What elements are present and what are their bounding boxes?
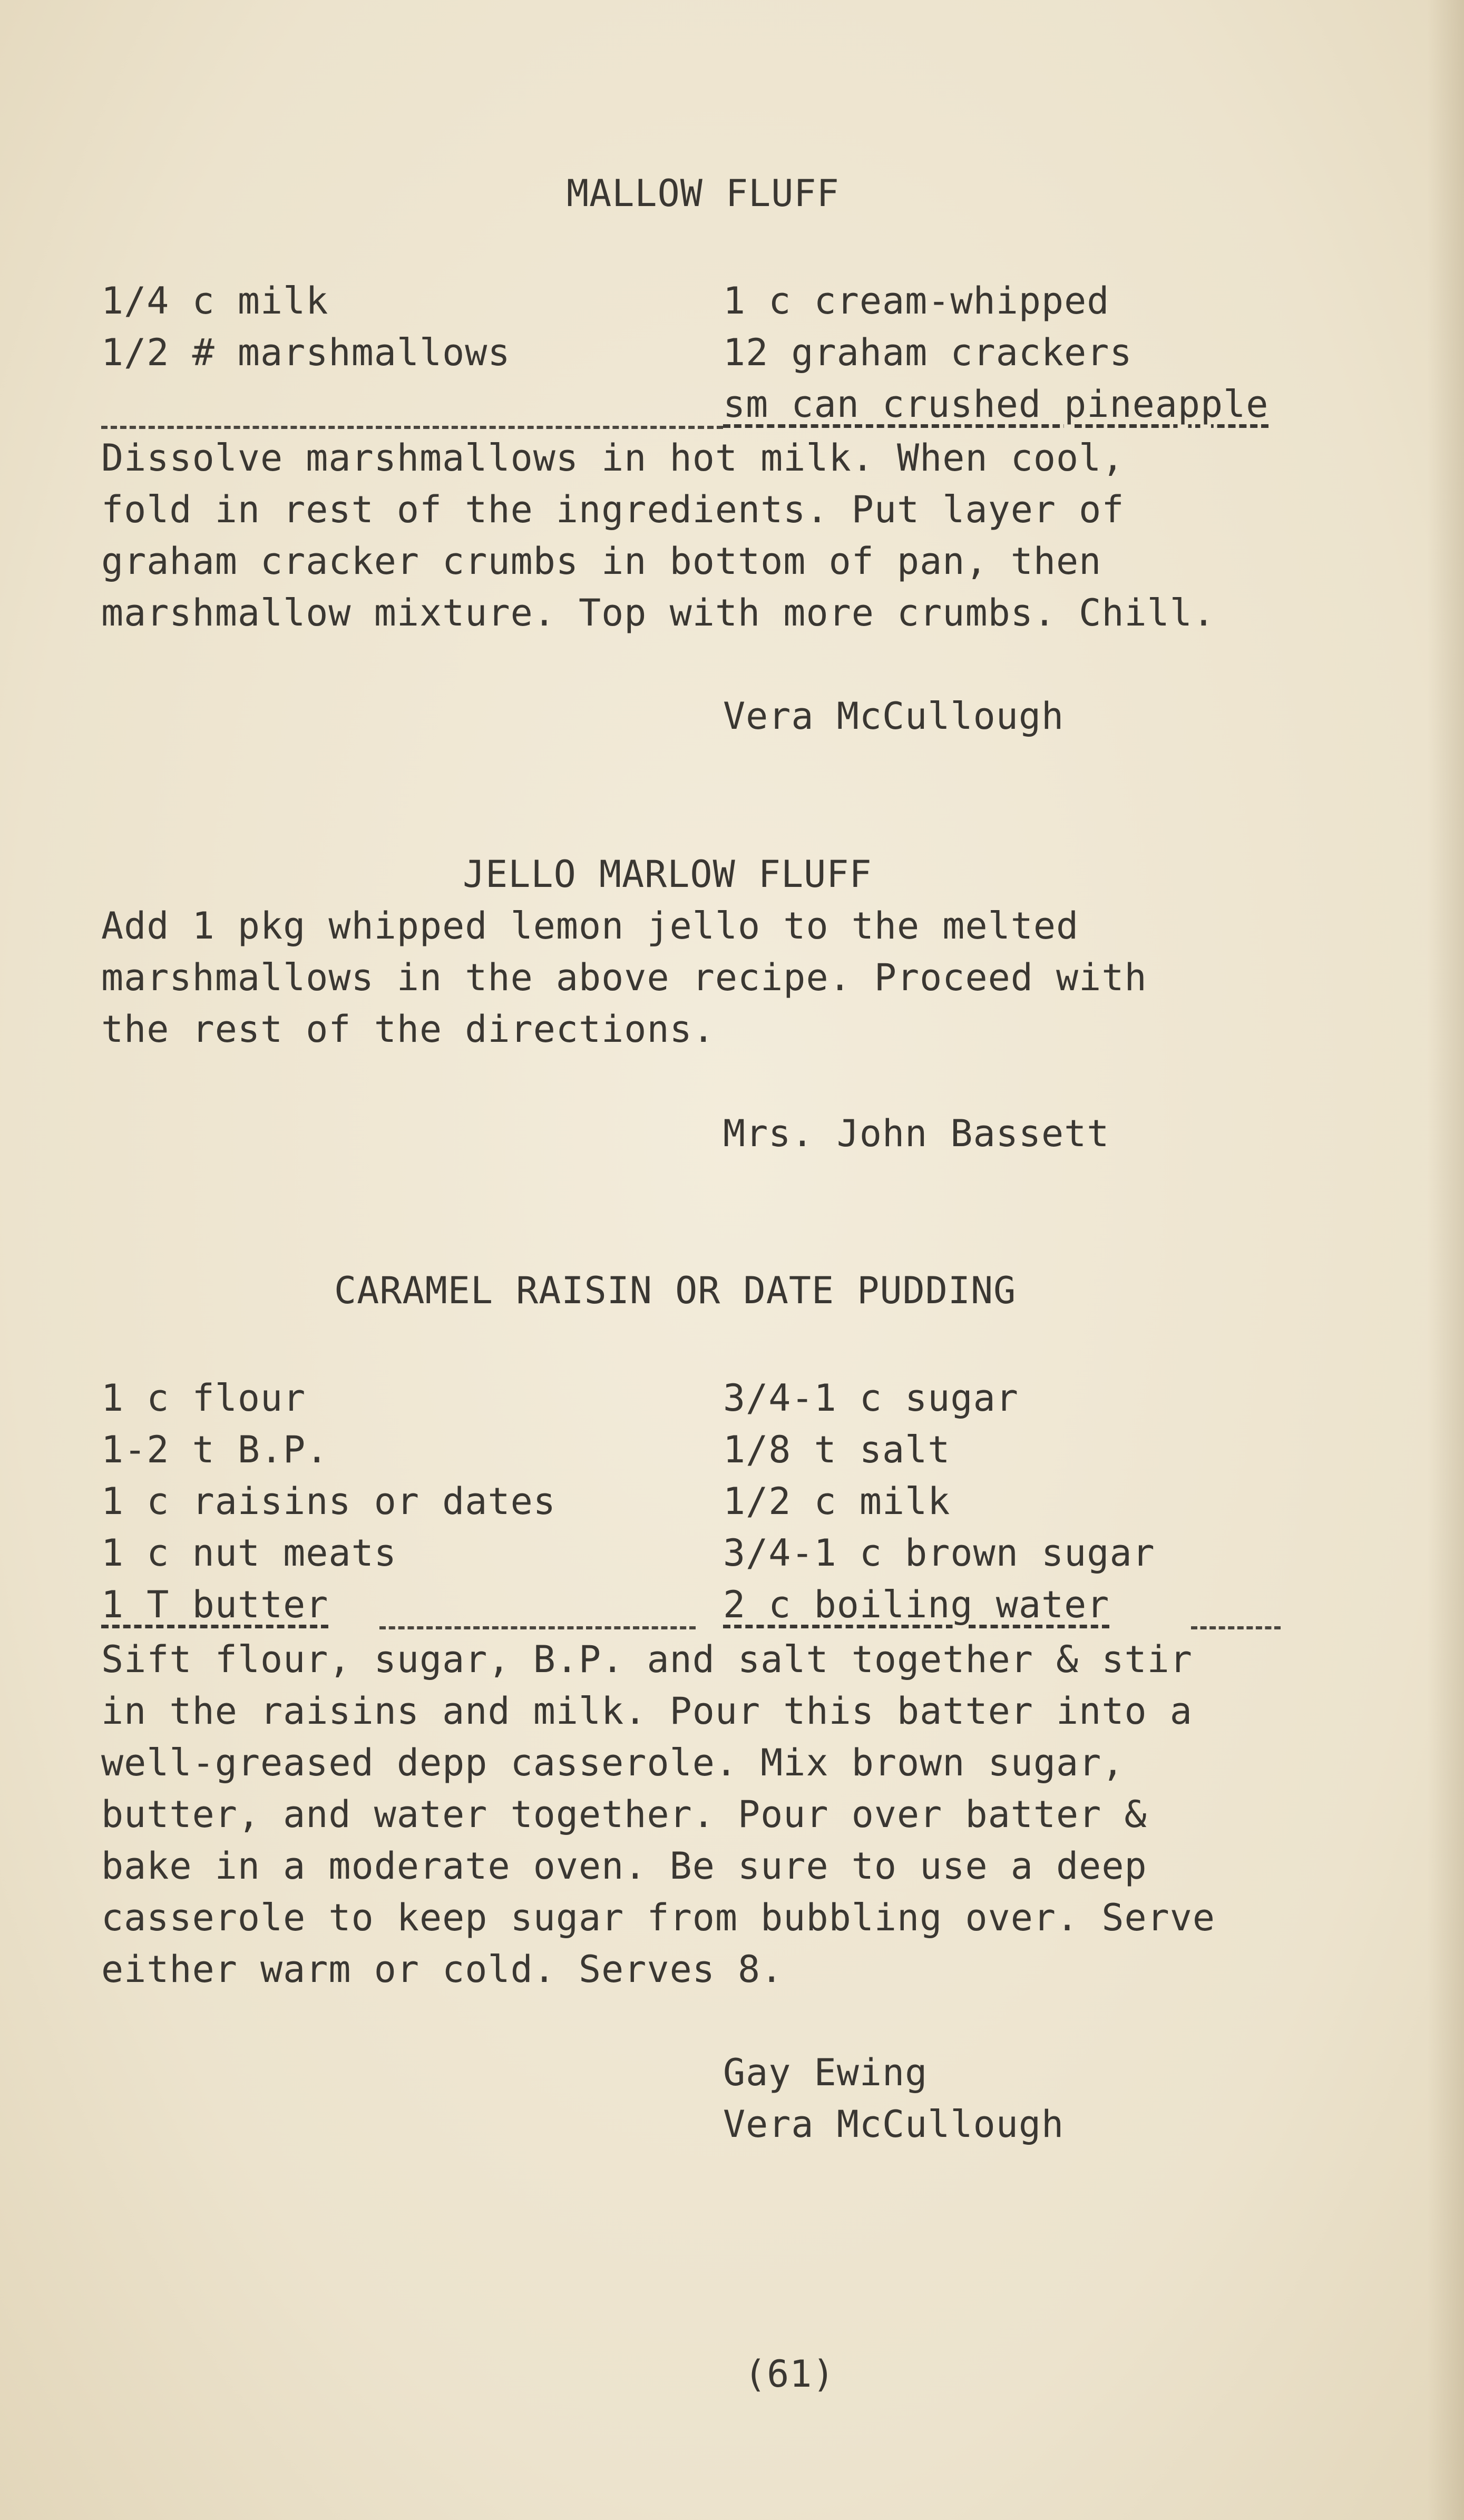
ingredient: 1/2 c milk xyxy=(723,1480,951,1523)
direction-line: marshmallow mixture. Top with more crumbs. Chill. xyxy=(101,591,1216,634)
dashed-rule xyxy=(101,426,723,429)
ingredient: sm can crushed pineapple xyxy=(723,383,1269,426)
ingredient: 2 c boiling water xyxy=(723,1583,1110,1626)
ingredient: 3/4-1 c brown sugar xyxy=(723,1531,1155,1575)
ingredient: 1/2 # marshmallows xyxy=(101,331,511,374)
ingredient: 1 c nut meats xyxy=(101,1531,397,1575)
dashed-rule xyxy=(379,1626,696,1629)
recipe-title: JELLO MARLOW FLUFF xyxy=(463,853,872,896)
page-number: (61) xyxy=(744,2352,835,2396)
direction-line: in the raisins and milk. Pour this batter into a xyxy=(101,1689,1193,1733)
ingredient: 1/4 c milk xyxy=(101,279,329,323)
ingredient: 12 graham crackers xyxy=(723,331,1133,374)
direction-line: either warm or cold. Serves 8. xyxy=(101,1948,784,1991)
contributor: Vera McCullough xyxy=(723,695,1065,738)
ingredient: 1 T butter xyxy=(101,1583,329,1626)
ingredient: 1 c raisins or dates xyxy=(101,1480,556,1523)
direction-line: bake in a moderate oven. Be sure to use a deep xyxy=(101,1844,1147,1888)
recipe-title: CARAMEL RAISIN OR DATE PUDDING xyxy=(334,1269,1017,1312)
direction-line: Sift flour, sugar, B.P. and salt together & stir xyxy=(101,1638,1193,1681)
direction-line: the rest of the directions. xyxy=(101,1008,715,1051)
contributor: Vera McCullough xyxy=(723,2103,1065,2146)
direction-line: casserole to keep sugar from bubbling over. Serve xyxy=(101,1896,1216,1939)
recipe-title: MALLOW FLUFF xyxy=(567,172,840,215)
direction-line: Add 1 pkg whipped lemon jello to the melted xyxy=(101,904,1079,948)
dashed-rule xyxy=(1191,1626,1281,1629)
direction-line: graham cracker crumbs in bottom of pan, then xyxy=(101,540,1102,583)
ingredient: 1/8 t salt xyxy=(723,1428,951,1471)
direction-line: butter, and water together. Pour over batter & xyxy=(101,1793,1147,1836)
ingredient: 1 c flour xyxy=(101,1376,306,1420)
contributor: Mrs. John Bassett xyxy=(723,1112,1110,1155)
direction-line: fold in rest of the ingredients. Put layer of xyxy=(101,488,1125,531)
contributor: Gay Ewing xyxy=(723,2051,928,2094)
ingredient: 1 c cream-whipped xyxy=(723,279,1110,323)
direction-line: marshmallows in the above recipe. Proceed with xyxy=(101,956,1147,999)
ingredient: 3/4-1 c sugar xyxy=(723,1376,1019,1420)
ingredient: 1-2 t B.P. xyxy=(101,1428,329,1471)
direction-line: Dissolve marshmallows in hot milk. When cool, xyxy=(101,436,1125,480)
direction-line: well-greased depp casserole. Mix brown sugar, xyxy=(101,1741,1125,1784)
